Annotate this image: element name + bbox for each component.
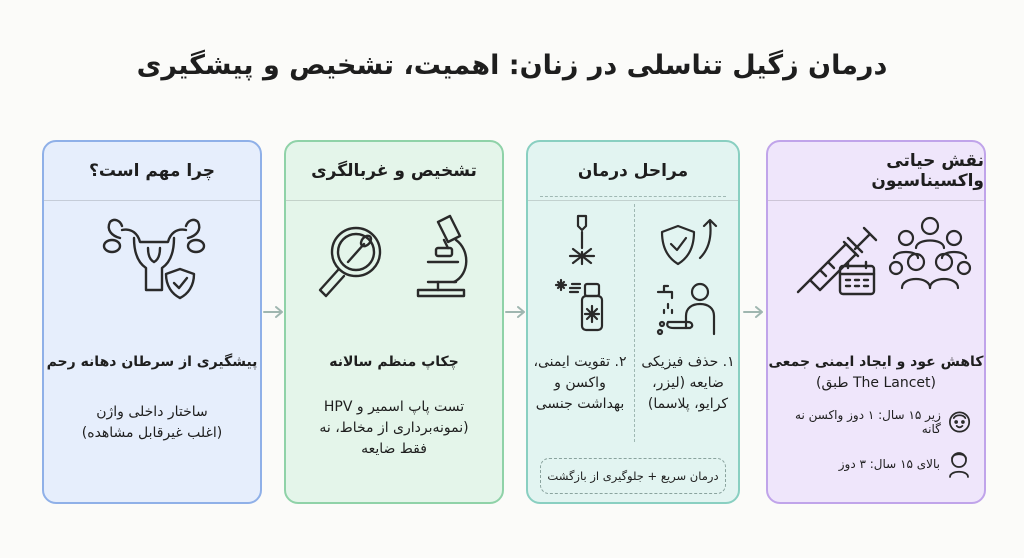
treatment-summary-pill: درمان سریع + جلوگیری از بازگشت [540,458,726,494]
magnifier-swab-icon [312,218,392,300]
internal-structure-text: ساختار داخلی واژن [96,404,208,420]
uterus-shield-icon [92,208,216,304]
lesion-only-text: فقط ضایعه [361,441,427,457]
dose-row-over-15 [778,450,972,478]
lesion-methods-text: ضایعه (لیزر، [652,375,724,391]
arrow-right-icon [504,304,528,320]
annual-checkup-text: چکاپ منظم سالانه [329,354,459,370]
sexual-hygiene-text: بهداشت جنسی [535,396,625,412]
divider [634,204,635,442]
under-15-dose-text: زیر ۱۵ سال: ۱ دوز واکسن نه گانه [795,408,941,436]
syringe-calendar-icon [788,212,888,296]
herd-immunity-text: کاهش عود و ایجاد ایمنی جمعی [768,354,984,370]
often-invisible-text: (اغلب غیرقابل مشاهده) [81,425,223,441]
immunity-boost-text: ۲. تقویت ایمنی، [533,354,627,370]
card-heading: تشخیص و غربالگری [286,142,502,201]
card-diagnosis-screening [284,140,504,504]
card-treatment-stages [526,140,740,504]
shield-growth-icon [656,212,718,270]
physical-removal-text: ۱. حذف فیزیکی [641,354,735,370]
mucosa-sampling-text: (نمونه‌برداری از مخاط، نه [319,420,469,436]
laser-icon [562,212,602,268]
cryo-plasma-text: کرایو، پلاسما) [647,396,729,412]
card-heading: چرا مهم است؟ [44,142,260,201]
over-15-dose-text: بالای ۱۵ سال: ۳ دوز [838,457,940,471]
people-group-icon [886,214,974,294]
card-heading: نقش حیاتی واکسیناسیون [768,142,984,201]
dose-row-under-15 [778,408,972,436]
handwashing-icon [654,278,718,338]
microscope-icon [398,212,480,300]
child-face-icon [947,409,972,435]
arrow-right-icon [742,304,766,320]
pap-hpv-test-text: تست پاپ اسمیر و HPV [323,399,465,415]
card-heading: مراحل درمان [528,142,738,201]
card-vaccination [766,140,986,504]
cryo-spray-icon [554,274,614,334]
arrow-right-icon [262,304,286,320]
vaccine-text: واکسن و [554,375,606,391]
divider [540,196,726,197]
adult-person-icon [946,450,972,478]
page-title: درمان زگیل تناسلی در زنان: اهمیت، تشخیص و پیشگیری [136,50,888,81]
lancet-source-text: (The Lancet طبق) [816,375,936,391]
card-why-important [42,140,262,504]
cervical-cancer-prevention-text: پیشگیری از سرطان دهانه رحم [46,354,258,370]
